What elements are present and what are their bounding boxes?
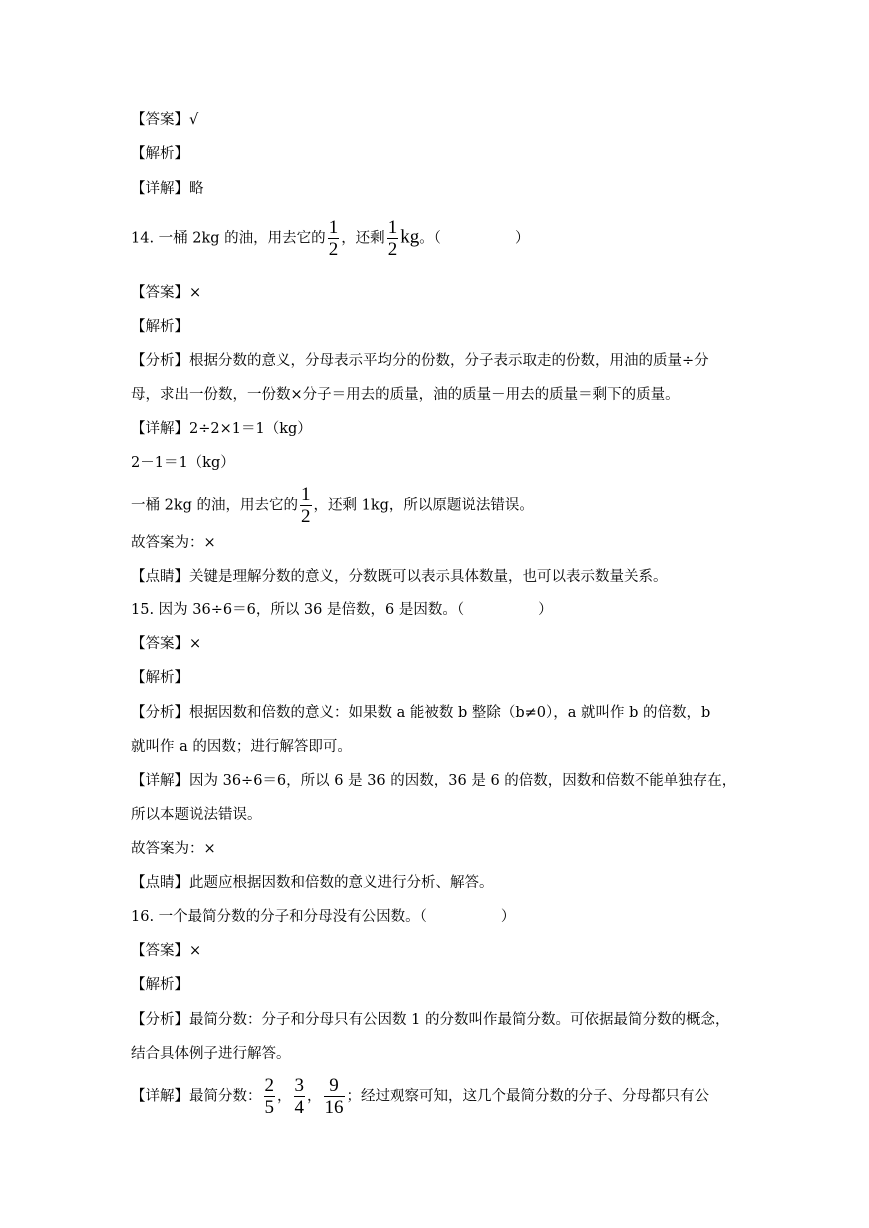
question-15	[131, 600, 553, 620]
analysis-15: 【解析】	[131, 670, 189, 686]
detail-15-line2: 所以本题说法错误。	[131, 807, 262, 823]
fraction-one-half	[328, 217, 340, 260]
fraction-denominator: 5	[264, 1097, 274, 1118]
answer-16: 【答案】×	[131, 943, 202, 959]
fenxi-14-line2: 母，求出一份数，一份数×分子＝用去的质量，油的质量－用去的质量＝剩下的质量。	[131, 387, 680, 403]
fraction-denominator: 2	[387, 239, 398, 260]
detail-14-line1: 【详解】2÷2×1＝1（kg）	[131, 421, 312, 437]
separator: ，	[277, 1088, 292, 1105]
fraction-numerator: 3	[294, 1075, 304, 1096]
dianjing-15: 【点睛】此题应根据因数和倍数的意义进行分析、解答。	[131, 875, 494, 891]
question-14	[131, 217, 529, 260]
fenxi-16-line1: 【分析】最简分数：分子和分母只有公因数 1 的分数叫作最简分数。可依据最简分数的概念，	[131, 1012, 730, 1028]
fraction-numerator: 1	[328, 217, 339, 238]
fraction-three-quarters	[294, 1075, 306, 1118]
detail-14-line2: 2－1＝1（kg）	[131, 455, 235, 471]
detail-13: 【详解】略	[131, 181, 204, 197]
answer-blank-close: ）	[538, 602, 553, 618]
detail-16-suffix: ；经过观察可知，这几个最简分数的分子、分母都只有公	[346, 1088, 709, 1105]
fraction-nine-sixteenths	[324, 1075, 345, 1118]
answer-15: 【答案】×	[131, 636, 202, 652]
fenxi-14-line1: 【分析】根据分数的意义，分母表示平均分的份数，分子表示取走的份数，用油的质量÷分	[131, 353, 709, 369]
detail-14-line3	[131, 484, 534, 527]
separator: ，	[307, 1088, 322, 1105]
dianjing-14: 【点睛】关键是理解分数的意义，分数既可以表示具体数量，也可以表示数量关系。	[131, 569, 668, 585]
fenxi-15-line1: 【分析】根据因数和倍数的意义：如果数 a 能被数 b 整除（b≠0），a 就叫作 b 的倍数，b	[131, 705, 711, 721]
fraction-one-half	[300, 484, 312, 527]
fraction-two-fifths	[264, 1075, 276, 1118]
question-14-middle: ，还剩	[341, 230, 385, 247]
fraction-denominator: 4	[294, 1097, 304, 1118]
fraction-numerator: 1	[387, 217, 398, 238]
question-14-prefix: 14. 一桶 2kg 的油，用去它的	[131, 230, 326, 247]
answer-blank-close: ）	[500, 909, 516, 925]
detail-16-prefix: 【详解】最简分数：	[131, 1088, 262, 1105]
analysis-14: 【解析】	[131, 319, 189, 335]
fenxi-16-line2: 结合具体例子进行解答。	[131, 1046, 291, 1062]
fraction-denominator: 16	[324, 1097, 344, 1118]
unit-kg: kg	[400, 226, 420, 248]
fraction-numerator: 2	[264, 1075, 274, 1096]
fenxi-15-line2: 就叫作 a 的因数；进行解答即可。	[131, 739, 352, 755]
detail-14-line3-prefix: 一桶 2kg 的油，用去它的	[131, 497, 299, 514]
fraction-denominator: 2	[328, 239, 339, 260]
detail-14-line3-suffix: ，还剩 1kg，所以原题说法错误。	[313, 497, 534, 514]
answer-14: 【答案】×	[131, 285, 202, 301]
conclusion-14: 故答案为：×	[131, 535, 216, 551]
conclusion-15: 故答案为：×	[131, 841, 216, 857]
fraction-one-half	[387, 217, 399, 260]
answer-blank-close: ）	[514, 230, 530, 247]
analysis-13: 【解析】	[131, 146, 189, 162]
question-16	[131, 907, 515, 927]
question-16-text: 16. 一个最简分数的分子和分母没有公因数。（	[131, 909, 427, 925]
fraction-numerator: 9	[329, 1075, 339, 1096]
question-14-end: 。（	[419, 230, 441, 247]
analysis-16: 【解析】	[131, 977, 189, 993]
detail-16	[131, 1075, 709, 1118]
fraction-denominator: 2	[301, 506, 311, 527]
fraction-numerator: 1	[301, 484, 311, 505]
detail-15-line1: 【详解】因为 36÷6＝6，所以 6 是 36 的因数，36 是 6 的倍数，因数和倍数不能单独存在，	[131, 773, 737, 789]
question-15-text: 15. 因为 36÷6＝6，所以 36 是倍数，6 是因数。（	[131, 602, 465, 618]
answer-13: 【答案】√	[131, 112, 199, 128]
